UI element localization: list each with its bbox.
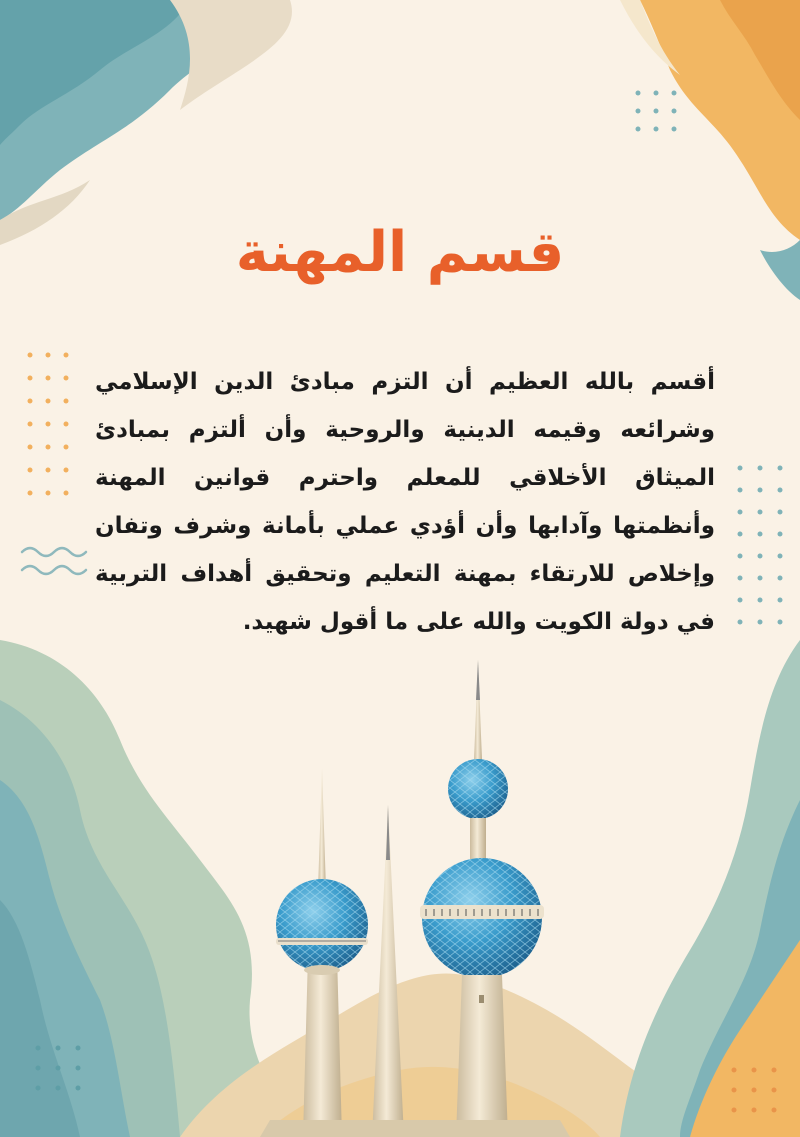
left-tower <box>276 768 368 1137</box>
middle-tower <box>372 805 404 1137</box>
page-title: قسم المهنة <box>235 220 565 285</box>
oath-text: أقسم بالله العظيم أن التزم مبادئ الدين الإسلامي وشرائعه وقيمه الدينية والروحية وأن ألتزم بمبادئ الميثاق الأخلاقي للمعلم واحترم قوانين المهنة وأنظمتها وآدابها وأن أؤدي عملي بأمانة وشرف وتفان وإخلاص للارتقاء بمهنة التعليم وتحقيق أهداف التربية في دولة الكويت والله على ما أقول شهيد. <box>95 369 715 635</box>
right-tower <box>420 660 544 1137</box>
